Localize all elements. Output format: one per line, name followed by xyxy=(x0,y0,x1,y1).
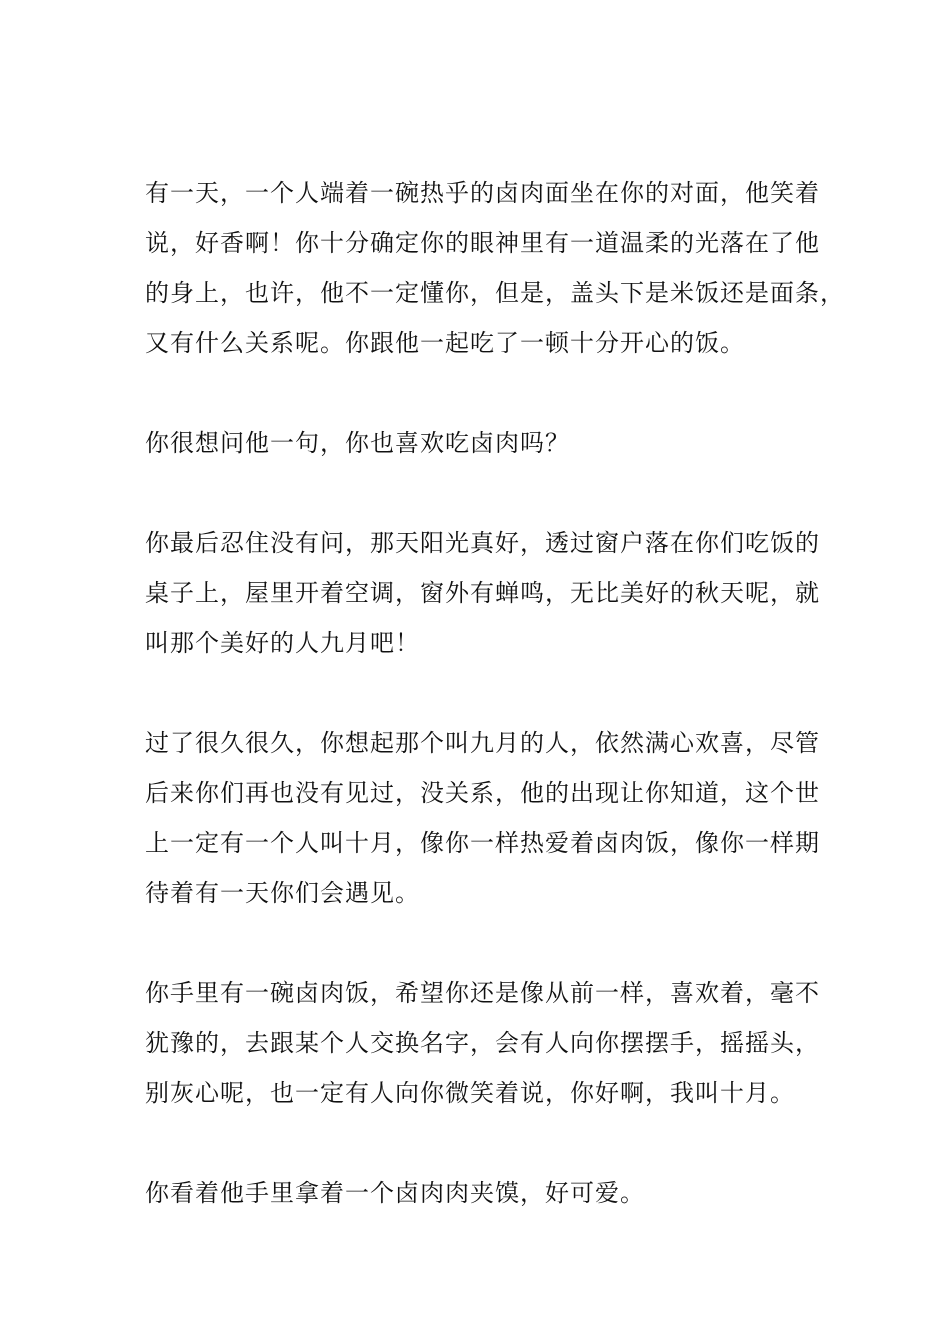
text-line: 你看着他手里拿着一个卤肉肉夹馍，好可爱。 xyxy=(145,1179,645,1207)
text-line: 你手里有一碗卤肉饭，希望你还是像从前一样，喜欢着，毫不 xyxy=(145,979,820,1007)
text-line: 有一天，一个人端着一碗热乎的卤肉面坐在你的对面，他笑着 xyxy=(145,179,820,207)
text-line: 你很想问他一句，你也喜欢吃卤肉吗？ xyxy=(145,429,570,457)
text-line: 叫那个美好的人九月吧！ xyxy=(145,629,420,657)
text-line: 过了很久很久，你想起那个叫九月的人，依然满心欢喜，尽管 xyxy=(145,729,820,757)
paragraph-4 xyxy=(145,718,825,918)
document-body xyxy=(145,168,845,1218)
paragraph-5 xyxy=(145,968,825,1118)
text-line: 你最后忍住没有问，那天阳光真好，透过窗户落在你们吃饭的 xyxy=(145,529,820,557)
paragraph-6 xyxy=(145,1168,825,1218)
text-line: 桌子上，屋里开着空调，窗外有蝉鸣，无比美好的秋天呢，就 xyxy=(145,579,820,607)
text-line: 说，好香啊！你十分确定你的眼神里有一道温柔的光落在了他 xyxy=(145,229,820,257)
paragraph-3 xyxy=(145,518,825,668)
paragraph-1 xyxy=(145,168,845,368)
text-line: 又有什么关系呢。你跟他一起吃了一顿十分开心的饭。 xyxy=(145,329,745,357)
text-line: 别灰心呢，也一定有人向你微笑着说，你好啊，我叫十月。 xyxy=(145,1079,795,1107)
text-line: 后来你们再也没有见过，没关系，他的出现让你知道，这个世 xyxy=(145,779,820,807)
paragraph-2 xyxy=(145,418,825,468)
text-line: 上一定有一个人叫十月，像你一样热爱着卤肉饭，像你一样期 xyxy=(145,829,820,857)
text-line: 犹豫的，去跟某个人交换名字，会有人向你摆摆手，摇摇头， xyxy=(145,1029,820,1057)
text-line: 的身上，也许，他不一定懂你，但是，盖头下是米饭还是面条， xyxy=(145,279,845,307)
text-line: 待着有一天你们会遇见。 xyxy=(145,879,420,907)
